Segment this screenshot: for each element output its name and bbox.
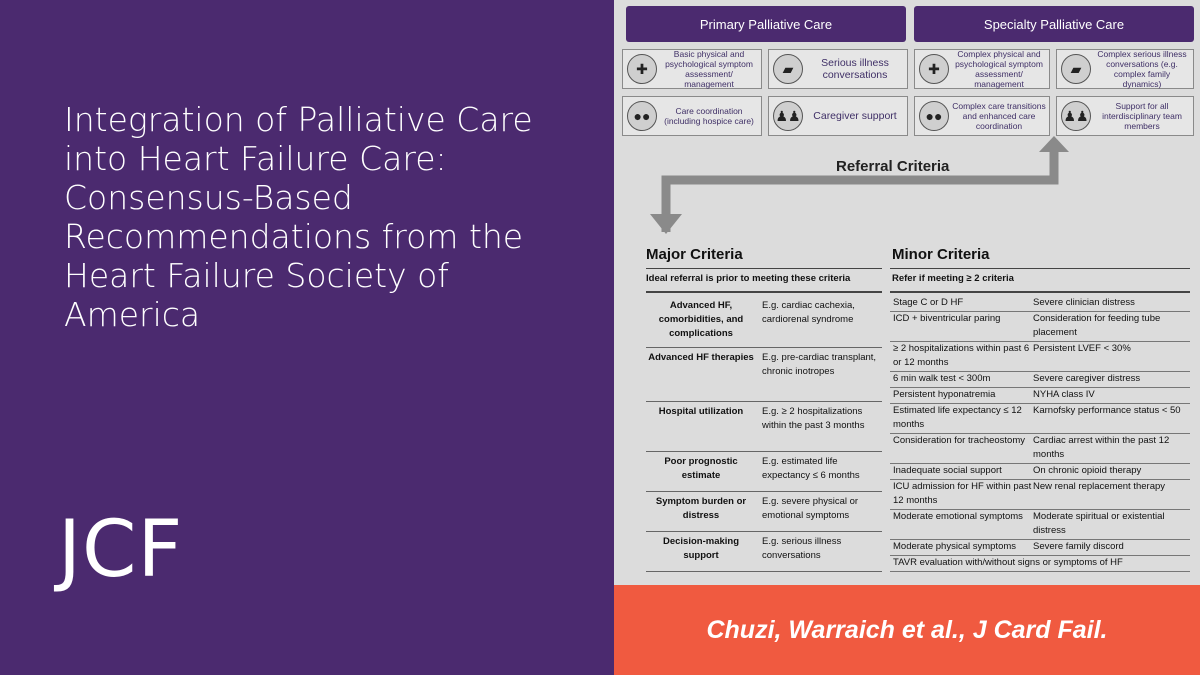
minor-rule-top <box>890 268 1190 269</box>
table-row: Decision-making support E.g. serious illness conversations <box>646 532 882 572</box>
table-row: Moderate emotional symptoms Moderate spiritual or existential distress <box>890 510 1190 540</box>
major-criteria-subtitle: Ideal referral is prior to meeting these criteria <box>646 273 851 284</box>
arrow-up-icon <box>1039 136 1069 152</box>
family-icon: ♟♟ <box>1061 101 1091 131</box>
major-rule-head <box>646 291 882 293</box>
citation: Chuzi, Warraich et al., J Card Fail. <box>614 585 1200 675</box>
table-row: ICU admission for HF within past 12 months New renal replacement therapy <box>890 480 1190 510</box>
medical-cross-icon: ✚ <box>919 54 949 84</box>
primary-care-header: Primary Palliative Care <box>626 6 906 42</box>
table-row: 6 min walk test < 300m Severe caregiver distress <box>890 372 1190 388</box>
group-icon: ●● <box>627 101 657 131</box>
figure-panel <box>614 0 1200 585</box>
minor-criteria-subtitle: Refer if meeting ≥ 2 criteria <box>892 273 1014 284</box>
speech-bubbles-icon: ▰ <box>773 54 803 84</box>
group-icon: ●● <box>919 101 949 131</box>
major-rule-top <box>646 268 882 269</box>
specialty-box-text: Support for all interdisciplinary team members <box>1102 101 1182 131</box>
referral-criteria-label: Referral Criteria <box>836 158 950 175</box>
arrow-down-icon <box>650 214 682 234</box>
primary-box-text: Caregiver support <box>813 110 897 122</box>
specialty-care-header: Specialty Palliative Care <box>914 6 1194 42</box>
family-icon: ♟♟ <box>773 101 803 131</box>
table-row: Advanced HF therapies E.g. pre-cardiac transplant, chronic inotropes <box>646 348 882 402</box>
table-row: TAVR evaluation with/without signs or symptoms of HF <box>890 556 1190 572</box>
table-row: Advanced HF, comorbidities, and complications E.g. cardiac cachexia, cardiorenal syndrome <box>646 296 882 348</box>
table-row: ≥ 2 hospitalizations within past 6 or 12 months Persistent LVEF < 30% <box>890 342 1190 372</box>
table-row: Moderate physical symptoms Severe family discord <box>890 540 1190 556</box>
slide-title: Integration of Palliative Care into Heart Failure Care: Consensus-Based Recommendations from the Heart Failure Society of America <box>64 100 533 334</box>
table-row: Hospital utilization E.g. ≥ 2 hospitalizations within the past 3 months <box>646 402 882 452</box>
primary-box-text: Care coordination (including hospice care) <box>664 106 754 126</box>
table-row: Persistent hyponatremia NYHA class IV <box>890 388 1190 404</box>
minor-criteria-title: Minor Criteria <box>892 246 990 263</box>
primary-box-text: Basic physical and psychological symptom assessment/ management <box>665 49 753 89</box>
specialty-box-text: Complex care transitions and enhanced care coordination <box>952 101 1046 131</box>
medical-cross-icon: ✚ <box>627 54 657 84</box>
table-row: Inadequate social support On chronic opioid therapy <box>890 464 1190 480</box>
table-row: Estimated life expectancy ≤ 12 months Karnofsky performance status < 50 <box>890 404 1190 434</box>
specialty-box-text: Complex serious illness conversations (e.g. complex family dynamics) <box>1097 49 1187 89</box>
specialty-box-text: Complex physical and psychological symptom assessment/ management <box>955 49 1043 89</box>
table-row: Stage C or D HF Severe clinician distress <box>890 296 1190 312</box>
journal-logo: JCF <box>58 505 184 595</box>
primary-box-text: Serious illness conversations <box>821 57 889 81</box>
speech-bubbles-icon: ▰ <box>1061 54 1091 84</box>
table-row: ICD + biventricular paring Consideration for feeding tube placement <box>890 312 1190 342</box>
minor-rule-head <box>890 291 1190 293</box>
table-row: Poor prognostic estimate E.g. estimated life expectancy ≤ 6 months <box>646 452 882 492</box>
table-row: Symptom burden or distress E.g. severe physical or emotional symptoms <box>646 492 882 532</box>
table-row: Consideration for tracheostomy Cardiac arrest within the past 12 months <box>890 434 1190 464</box>
major-criteria-title: Major Criteria <box>646 246 743 263</box>
referral-arrows <box>614 0 1200 240</box>
